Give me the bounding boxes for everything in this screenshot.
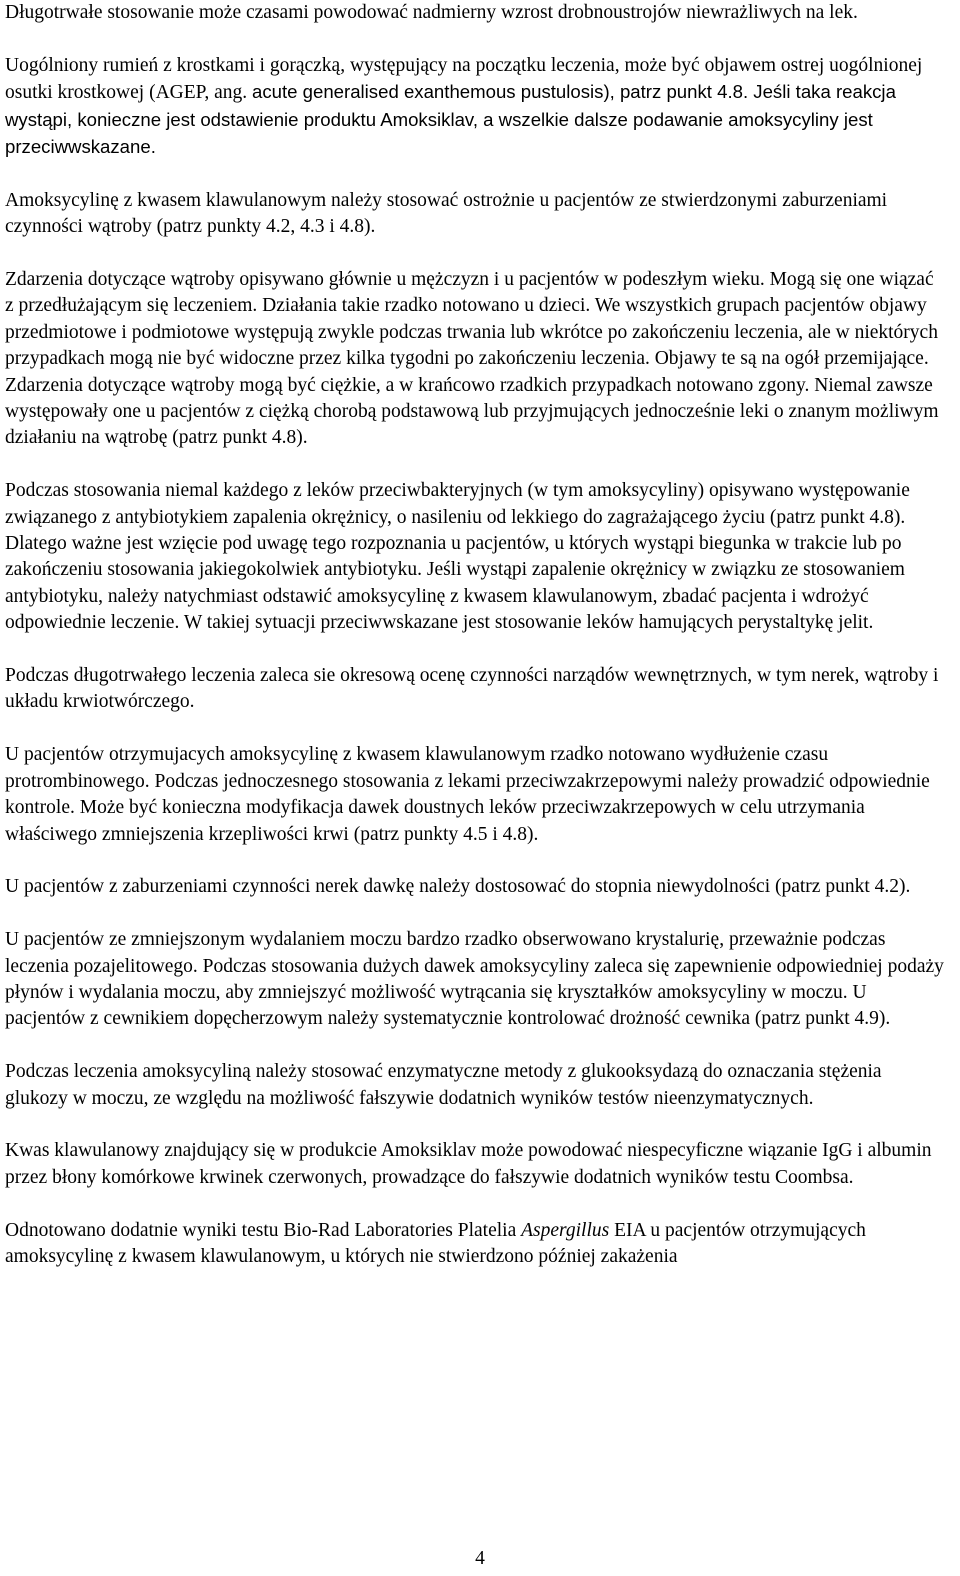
paragraph-aspergillus-test — [5, 1218, 947, 1271]
paragraph-colitis: Podczas stosowania niemal każdego z leków przeciwbakteryjnych (w tym amoksycyliny) opisywano występowanie związanego z antybiotykiem zapalenia okrężnicy, o nasileniu od lekkiego do zagrażającego życiu (patrz punkt 4.8). Dlatego ważne jest wzięcie pod uwagę tego rozpoznania u pacjentów, u których wystąpi biegunka w trakcie lub po zakończeniu stosowania jakiegokolwiek antybiotyku. Jeśli wystąpi zapalenie okrężnicy w związku ze stosowaniem antybiotyku, należy natychmiast odstawić amoksycylinę z kwasem klawulanowym, zbadać pacjenta i wdrożyć odpowiednie leczenie. W takiej sytuacji przeciwwskazane jest stosowanie leków hamujących perystaltykę jelit. — [5, 480, 910, 634]
paragraph-agep-sans-text: acute generalised exanthemous pustulosis), patrz punkt 4.8. Jeśli taka reakcja wystąpi, konieczne jest odstawienie produktu Amoksiklav, a wszelkie dalsze podawanie amoksycyliny jest przeciwwskazane. — [5, 81, 896, 158]
paragraph-prothrombin: U pacjentów otrzymujacych amoksycylinę z kwasem klawulanowym rzadko notowano wydłużenie czasu protrombinowego. Podczas jednoczesnego stosowania z lekami przeciwzakrzepowymi należy prowadzić odpowiednie kontrole. Może być konieczna modyfikacja dawek doustnych leków przeciwzakrzepowych w celu utrzymania właściwego zmniejszenia krzepliwości krwi (patrz punkty 4.5 i 4.8). — [5, 744, 930, 845]
paragraph-liver-events: Zdarzenia dotyczące wątroby opisywano głównie u mężczyzn i u pacjentów w podeszłym wieku. Mogą się one wiązać z przedłużającym się leczeniem. Działania takie rzadko notowano u dzieci. We wszystkich grupach pacjentów objawy przedmiotowe i podmiotowe występują zwykle podczas trwania lub wkrótce po zakończeniu leczenia, ale w niektórych przypadkach mogą nie być widoczne przez kilka tygodni po zakończeniu leczenia. Objawy te są na ogół przemijające. Zdarzenia dotyczące wątroby mogą być ciężkie, a w krańcowo rzadkich przypadkach notowano zgony. Niemal zawsze występowały one u pacjentów z ciężką chorobą podstawową lub przyjmujących jednocześnie leki o znanym możliwym działaniu na wątrobę (patrz punkt 4.8). — [5, 269, 939, 449]
paragraph-agep — [5, 53, 947, 162]
paragraph-agep-text: Uogólniony rumień z krostkami i gorączką, występujący na początku leczenia, może być objawem ostrej uogólnionej osutki krostkowej (AGEP, ang. — [5, 54, 923, 104]
paragraph-overgrowth: Długotrwałe stosowanie może czasami powodować nadmierny wzrost drobnoustrojów niewrażliwych na lek. — [5, 2, 858, 23]
page-number: 4 — [475, 1548, 485, 1569]
paragraph-long-term-monitoring: Podczas długotrwałego leczenia zaleca sie okresową ocenę czynności narządów wewnętrznych, w tym nerek, wątroby i układu krwiotwórczego. — [5, 665, 939, 713]
paragraph-liver-caution: Amoksycylinę z kwasem klawulanowym należy stosować ostrożnie u pacjentów ze stwierdzonymi zaburzeniami czynności wątroby (patrz punkty 4.2, 4.3 i 4.8). — [5, 189, 888, 238]
paragraph-aspergillus-text-end: EIA u pacjentów otrzymujących amoksycylinę z kwasem klawulanowym, u których nie stwierdzono później zakażenia — [5, 1219, 866, 1267]
paragraph-renal-dosing: U pacjentów z zaburzeniami czynności nerek dawkę należy dostosować do stopnia niewydolności (patrz punkt 4.2). — [5, 876, 911, 898]
paragraph-aspergillus-text-start: Odnotowano dodatnie wyniki testu Bio-Rad Laboratories Platelia — [5, 1219, 517, 1241]
paragraph-crystalluria: U pacjentów ze zmniejszonym wydalaniem moczu bardzo rzadko obserwowano krystalurię, przeważnie podczas leczenia pozajelitowego. Podczas stosowania dużych dawek amoksycyliny zaleca się zapewnienie odpowiedniej podaży płynów i wydalania moczu, aby zmniejszyć możliwość wytrącania się kryształków amoksycyliny w moczu. U pacjentów z cewnikiem dopęcherzowym należy systematycznie kontrolować drożność cewnika (patrz punkt 4.9). — [5, 929, 944, 1030]
paragraph-glucose-testing: Podczas leczenia amoksycyliną należy stosować enzymatyczne metody z glukooksydazą do oznaczania stężenia glukozy w moczu, ze względu na możliwość fałszywie dodatnich wyników testów nieenzymatycznych. — [5, 1061, 882, 1109]
document-body — [5, 0, 947, 1270]
aspergillus-italic: Aspergillus — [521, 1219, 610, 1241]
paragraph-coombs-test: Kwas klawulanowy znajdujący się w produkcie Amoksiklav może powodować niespecyficzne wiązanie IgG i albumin przez błony komórkowe krwinek czerwonych, prowadzące do fałszywie dodatnich wyników testu Coombsa. — [5, 1140, 932, 1188]
